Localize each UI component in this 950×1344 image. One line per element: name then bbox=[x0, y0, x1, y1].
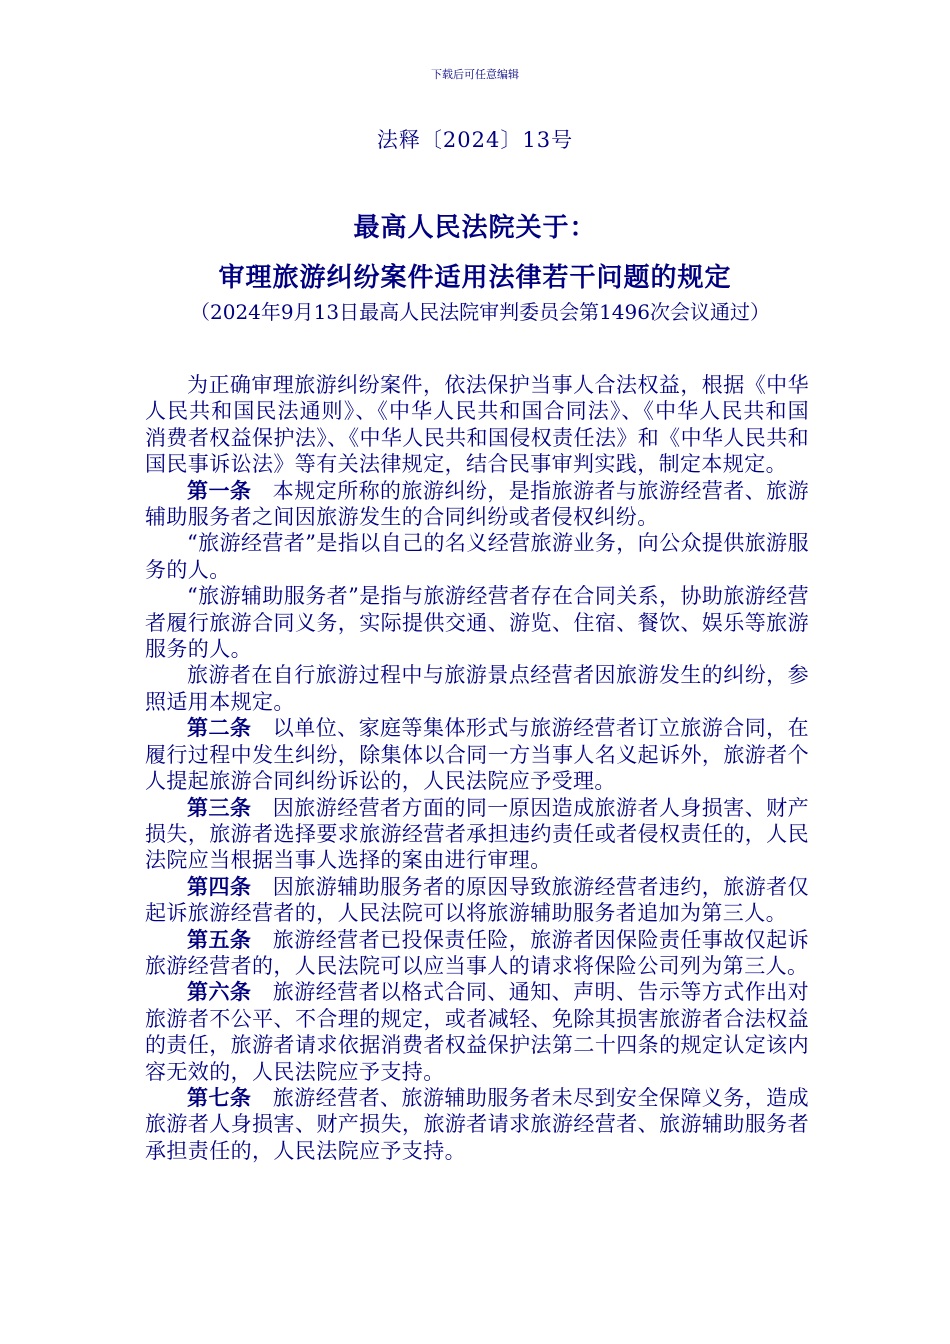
paragraph-text: 为正确审理旅游纠纷案件，依法保护当事人合法权益，根据《中华人民共和国民法通则》、《中华人民共和国合同法》、《中华人民共和国消费者权益保护法》、《中华人民共和国侵权责任法》和《中华人民共和国民事诉讼法》等有关法律规定，结合民事审判实践，制定本规定。 bbox=[145, 373, 809, 477]
article-label: 第七条 bbox=[187, 1085, 252, 1110]
article-paragraph bbox=[145, 979, 809, 1085]
article-label: 第三条 bbox=[187, 795, 252, 820]
paragraph-text: 以单位、家庭等集体形式与旅游经营者订立旅游合同，在履行过程中发生纠纷，除集体以合同一方当事人名义起诉外，旅游者个人提起旅游合同纠纷诉讼的，人民法院应予受理。 bbox=[145, 716, 809, 794]
document-body bbox=[145, 372, 809, 1164]
paragraph-text: 旅游经营者以格式合同、通知、声明、告示等方式作出对旅游者不公平、不合理的规定，或者减轻、免除其损害旅游者合法权益的责任，旅游者请求依据消费者权益保护法第二十四条的规定认定该内容无效的，人民法院应予支持。 bbox=[145, 980, 809, 1084]
paragraph-text: 本规定所称的旅游纠纷，是指旅游者与旅游经营者、旅游辅助服务者之间因旅游发生的合同纠纷或者侵权纠纷。 bbox=[145, 478, 809, 530]
paragraph-text: 旅游经营者、旅游辅助服务者未尽到安全保障义务，造成旅游者人身损害、财产损失，旅游者请求旅游经营者、旅游辅助服务者承担责任的，人民法院应予支持。 bbox=[145, 1085, 809, 1163]
article-label: 第二条 bbox=[187, 716, 252, 741]
paragraph-text: 因旅游辅助服务者的原因导致旅游经营者违约，旅游者仅起诉旅游经营者的，人民法院可以将旅游辅助服务者追加为第三人。 bbox=[145, 874, 809, 926]
header-note: 下载后可任意编辑 bbox=[431, 68, 519, 81]
adoption-note: （2024年9月13日最高人民法院审判委员会第1496次会议通过） bbox=[190, 300, 770, 324]
article-paragraph bbox=[145, 478, 809, 531]
definition-paragraph bbox=[145, 530, 809, 583]
article-label: 第四条 bbox=[187, 874, 252, 899]
article-paragraph bbox=[145, 715, 809, 794]
paragraph-text: 因旅游经营者方面的同一原因造成旅游者人身损害、财产损失，旅游者选择要求旅游经营者承担违约责任或者侵权责任的，人民法院应当根据当事人选择的案由进行审理。 bbox=[145, 795, 809, 873]
paragraph-text: “旅游辅助服务者”是指与旅游经营者存在合同关系，协助旅游经营者履行旅游合同义务，实际提供交通、游览、住宿、餐饮、娱乐等旅游服务的人。 bbox=[145, 584, 809, 662]
paragraph-text: “旅游经营者”是指以自己的名义经营旅游业务，向公众提供旅游服务的人。 bbox=[145, 531, 809, 582]
paragraph-text: 旅游经营者已投保责任险，旅游者因保险责任事故仅起诉旅游经营者的，人民法院可以应当事人的请求将保险公司列为第三人。 bbox=[145, 927, 809, 978]
article-label: 第五条 bbox=[187, 927, 252, 952]
document-number: 法释〔2024〕13号 bbox=[376, 128, 574, 152]
article-paragraph bbox=[145, 1085, 809, 1164]
article-label: 第六条 bbox=[187, 980, 252, 1005]
article-paragraph bbox=[145, 795, 809, 874]
definition-paragraph bbox=[145, 583, 809, 662]
scope-paragraph bbox=[145, 662, 809, 715]
document-title-line-1: 最高人民法院关于： bbox=[353, 213, 597, 243]
preamble-paragraph bbox=[145, 372, 809, 478]
article-paragraph bbox=[145, 874, 809, 927]
paragraph-text: 旅游者在自行旅游过程中与旅游景点经营者因旅游发生的纠纷，参照适用本规定。 bbox=[145, 663, 809, 714]
article-label: 第一条 bbox=[187, 478, 252, 503]
document-title-line-2: 审理旅游纠纷案件适用法律若干问题的规定 bbox=[218, 263, 732, 293]
article-paragraph bbox=[145, 927, 809, 980]
